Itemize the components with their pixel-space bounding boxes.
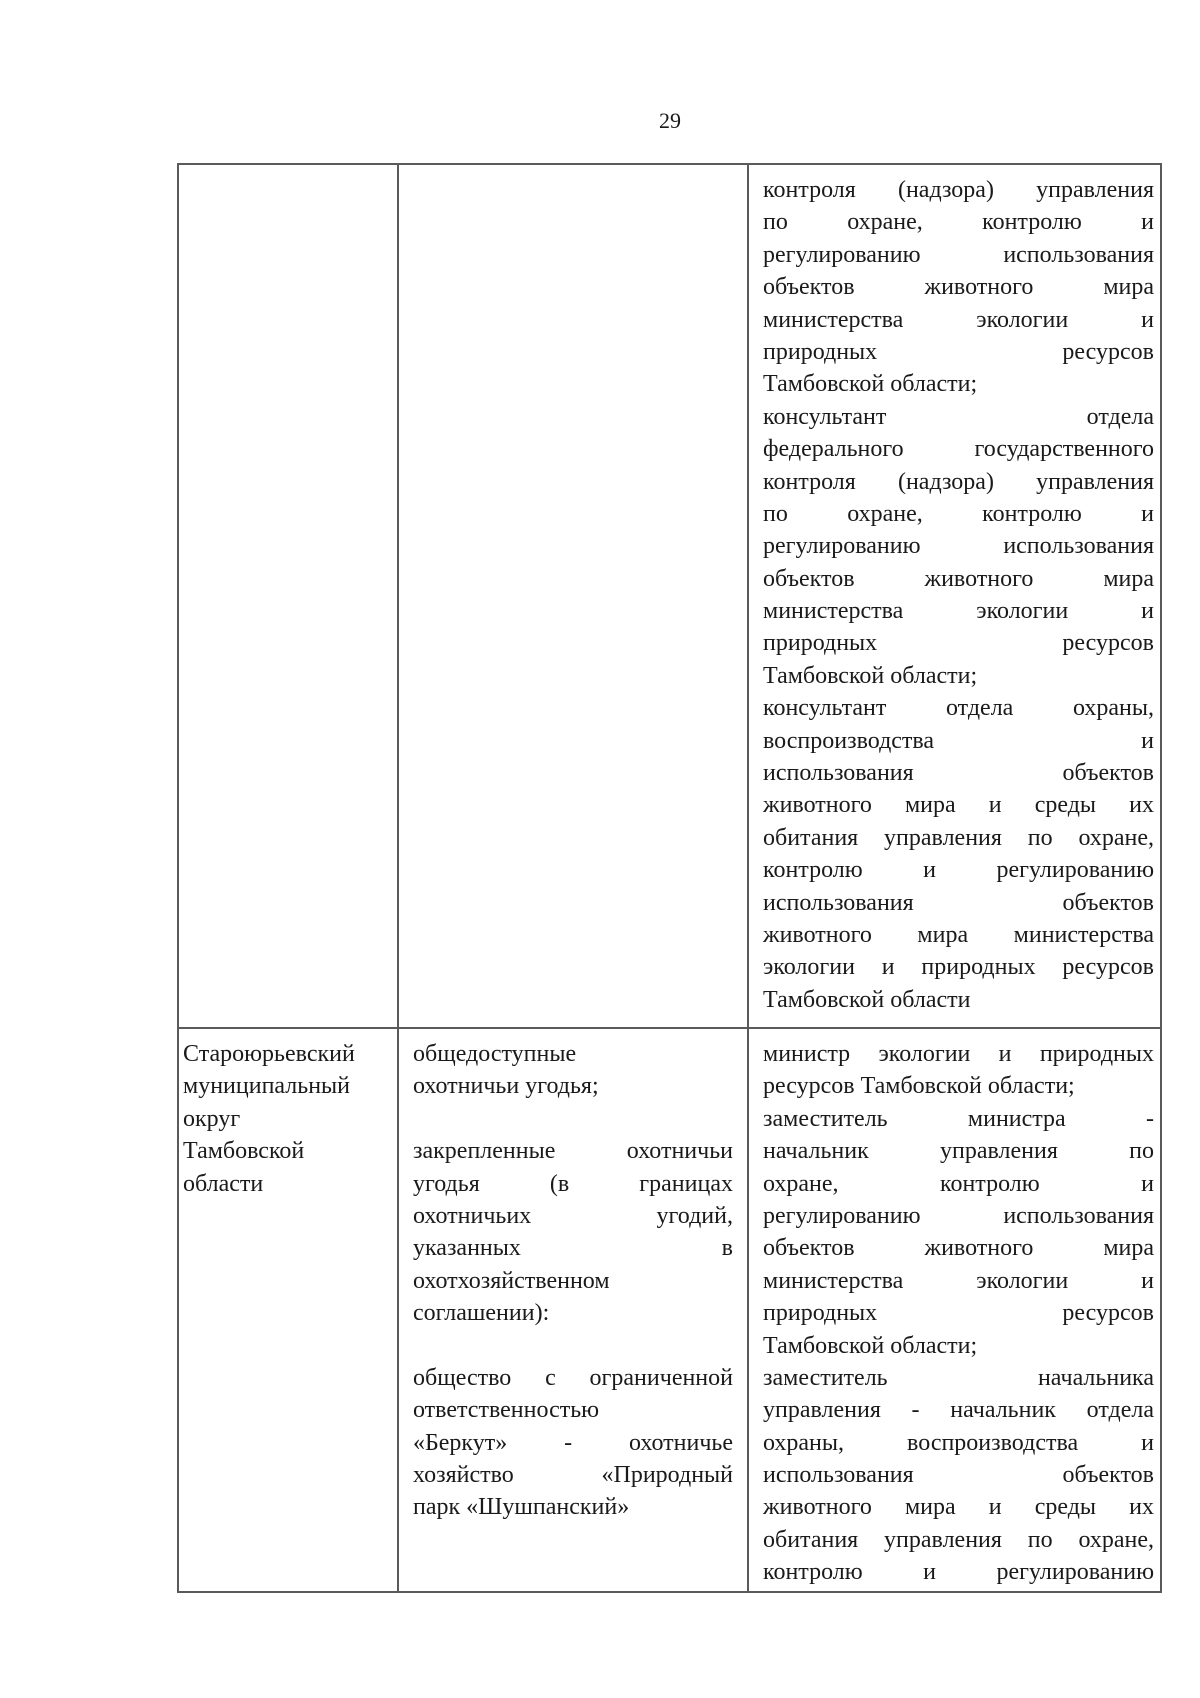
text-line: министерства экологии и xyxy=(763,306,1154,333)
text-line: консультант отдела охраны, xyxy=(763,695,1154,722)
text-line: области xyxy=(183,1170,264,1197)
text-line: контроля (надзора) управления xyxy=(763,468,1154,495)
text-line: консультант отдела xyxy=(763,403,1154,430)
text-line: Тамбовской области; xyxy=(763,662,978,689)
text-line: министерства экологии и xyxy=(763,598,1154,625)
text-line: округ xyxy=(183,1105,241,1132)
text-line xyxy=(413,1103,733,1135)
text-line: Тамбовской области; xyxy=(763,371,978,398)
text-line: Тамбовской области; xyxy=(763,1332,978,1359)
text-line: парк «Шушпанский» xyxy=(413,1494,630,1521)
text-line: по охране, контролю и xyxy=(763,500,1154,527)
text-line: использования объектов xyxy=(763,1462,1154,1489)
text-line: использования объектов xyxy=(763,760,1154,787)
text-line: хозяйство «Природный xyxy=(413,1462,733,1489)
district-cell xyxy=(178,1028,398,1592)
table-row xyxy=(178,164,1161,1028)
text-line: охотхозяйственном xyxy=(413,1267,610,1294)
text-line: министр экологии и природных xyxy=(763,1041,1154,1067)
officials-cell xyxy=(748,1028,1161,1592)
text-line: объектов животного мира xyxy=(763,1235,1154,1262)
text-line: закрепленные охотничьи xyxy=(413,1138,733,1165)
text-line: ресурсов Тамбовской области; xyxy=(763,1073,1075,1100)
text-line: обитания управления по охране, xyxy=(763,824,1154,851)
text-line: регулированию использования xyxy=(763,1202,1154,1229)
text-line: охотничьих угодий, xyxy=(413,1202,733,1229)
text-line: регулированию использования xyxy=(763,241,1154,268)
text-line: министерства экологии и xyxy=(763,1267,1154,1294)
text-line: животного мира министерства xyxy=(763,921,1154,948)
text-line: угодья (в границах xyxy=(413,1170,733,1197)
text-line: заместитель начальника xyxy=(763,1364,1154,1391)
text-line: объектов животного мира xyxy=(763,565,1154,592)
text-line: соглашении): xyxy=(413,1300,550,1327)
text-line: ответственностью xyxy=(413,1397,600,1424)
text-line: охраны, воспроизводства и xyxy=(763,1429,1154,1456)
text-line: экологии и природных ресурсов xyxy=(763,954,1154,981)
text-line: объектов животного мира xyxy=(763,274,1154,301)
text-line: «Беркут» - охотничье xyxy=(413,1429,733,1456)
page-number: 29 xyxy=(659,108,681,133)
hunting-grounds-cell xyxy=(398,1028,748,1592)
text-line xyxy=(413,1330,733,1362)
text-line: Староюрьевский xyxy=(183,1041,355,1067)
text-line: общество с ограниченной xyxy=(413,1364,733,1391)
assignment-table xyxy=(177,163,1162,1593)
text-line: контролю и регулированию xyxy=(763,857,1154,884)
text-line: регулированию использования xyxy=(763,533,1154,560)
text-line: животного мира и среды их xyxy=(763,792,1154,819)
text-line: общедоступные xyxy=(413,1041,577,1067)
officials-cell xyxy=(748,164,1161,1028)
text-line: охотничьи угодья; xyxy=(413,1073,599,1100)
text-line: указанных в xyxy=(413,1235,733,1262)
text-line: муниципальный xyxy=(183,1073,351,1100)
text-line: контролю и регулированию xyxy=(763,1559,1154,1586)
text-line: природных ресурсов xyxy=(763,338,1154,365)
text-line: природных ресурсов xyxy=(763,1300,1154,1327)
table-row xyxy=(178,1028,1161,1592)
text-line: природных ресурсов xyxy=(763,630,1154,657)
hunting-grounds-cell xyxy=(398,164,748,1028)
district-cell xyxy=(178,164,398,1028)
text-line: федерального государственного xyxy=(763,436,1154,463)
text-line: контроля (надзора) управления xyxy=(763,177,1154,203)
text-line: животного мира и среды их xyxy=(763,1494,1154,1521)
text-line: Тамбовской области xyxy=(763,986,971,1013)
text-line: начальник управления по xyxy=(763,1138,1154,1165)
text-line: использования объектов xyxy=(763,889,1154,916)
text-line: обитания управления по охране, xyxy=(763,1526,1154,1553)
text-line: Тамбовской xyxy=(183,1138,305,1165)
text-line: управления - начальник отдела xyxy=(763,1397,1154,1424)
text-line: охране, контролю и xyxy=(763,1170,1154,1197)
text-line: заместитель министра - xyxy=(763,1105,1154,1132)
text-line: по охране, контролю и xyxy=(763,209,1154,236)
text-line: воспроизводства и xyxy=(763,727,1154,754)
